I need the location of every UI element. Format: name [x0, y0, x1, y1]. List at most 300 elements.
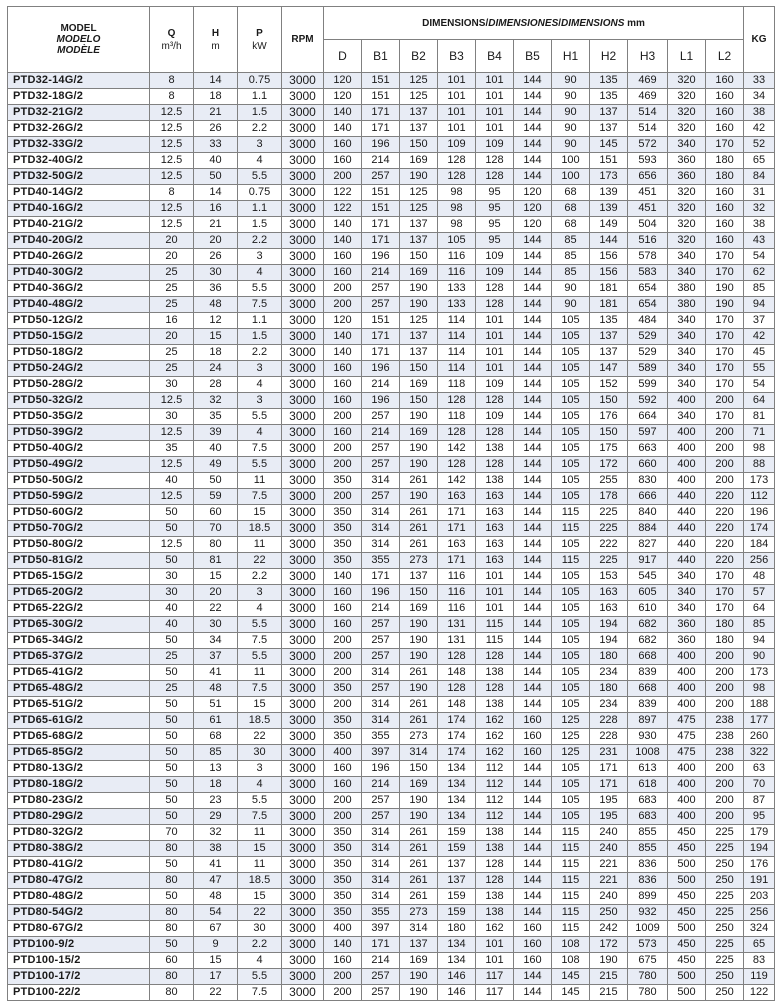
cell-b5: 144	[514, 393, 552, 409]
cell-l2: 160	[706, 121, 744, 137]
cell-h3: 654	[628, 281, 668, 297]
cell-l1: 340	[668, 329, 706, 345]
cell-d: 200	[324, 697, 362, 713]
cell-h3: 836	[628, 857, 668, 873]
cell-b2: 190	[400, 617, 438, 633]
cell-h: 37	[194, 649, 238, 665]
cell-d: 122	[324, 185, 362, 201]
cell-p: 30	[238, 921, 282, 937]
cell-b3: 116	[438, 601, 476, 617]
cell-rpm: 3000	[282, 425, 324, 441]
cell-h3: 597	[628, 425, 668, 441]
cell-p: 11	[238, 825, 282, 841]
cell-b1: 171	[362, 105, 400, 121]
cell-kg: 194	[744, 841, 775, 857]
cell-q: 50	[150, 697, 194, 713]
cell-q: 50	[150, 505, 194, 521]
cell-b5: 144	[514, 265, 552, 281]
cell-h2: 172	[590, 937, 628, 953]
cell-d: 160	[324, 265, 362, 281]
header-dim-h1: H1	[552, 40, 590, 73]
table-row	[8, 633, 775, 649]
cell-q: 50	[150, 745, 194, 761]
header-dim-b3: B3	[438, 40, 476, 73]
cell-kg: 84	[744, 169, 775, 185]
cell-rpm: 3000	[282, 281, 324, 297]
cell-b2: 125	[400, 185, 438, 201]
cell-b1: 314	[362, 841, 400, 857]
cell-h: 23	[194, 793, 238, 809]
cell-p: 30	[238, 745, 282, 761]
cell-b3: 128	[438, 425, 476, 441]
cell-p: 4	[238, 425, 282, 441]
cell-h1: 105	[552, 345, 590, 361]
cell-kg: 32	[744, 201, 775, 217]
cell-h: 80	[194, 537, 238, 553]
header-dimensions-fr: DIMENSIONS	[561, 17, 625, 29]
cell-h1: 115	[552, 841, 590, 857]
cell-b4: 109	[476, 409, 514, 425]
cell-l2: 200	[706, 649, 744, 665]
cell-p: 2.2	[238, 937, 282, 953]
cell-p: 2.2	[238, 569, 282, 585]
header-row-top	[8, 7, 775, 40]
cell-b4: 101	[476, 569, 514, 585]
cell-model: PTD40-26G/2	[8, 249, 150, 265]
cell-h1: 145	[552, 985, 590, 1001]
cell-kg: 57	[744, 585, 775, 601]
cell-model: PTD50-28G/2	[8, 377, 150, 393]
cell-q: 12.5	[150, 217, 194, 233]
cell-q: 50	[150, 553, 194, 569]
cell-h: 48	[194, 681, 238, 697]
cell-q: 50	[150, 761, 194, 777]
cell-b2: 314	[400, 921, 438, 937]
cell-h: 15	[194, 953, 238, 969]
cell-b2: 261	[400, 505, 438, 521]
cell-q: 25	[150, 345, 194, 361]
cell-h: 17	[194, 969, 238, 985]
cell-h3: 664	[628, 409, 668, 425]
cell-h1: 115	[552, 857, 590, 873]
cell-b4: 128	[476, 281, 514, 297]
cell-b1: 257	[362, 633, 400, 649]
cell-p: 3	[238, 585, 282, 601]
header-h-label: H	[211, 27, 220, 39]
cell-h3: 589	[628, 361, 668, 377]
cell-b2: 190	[400, 409, 438, 425]
cell-kg: 322	[744, 745, 775, 761]
cell-d: 400	[324, 745, 362, 761]
cell-h2: 181	[590, 281, 628, 297]
cell-l1: 475	[668, 729, 706, 745]
cell-b1: 196	[362, 585, 400, 601]
cell-rpm: 3000	[282, 393, 324, 409]
cell-h1: 105	[552, 409, 590, 425]
cell-l2: 225	[706, 937, 744, 953]
table-row	[8, 857, 775, 873]
cell-model: PTD65-85G/2	[8, 745, 150, 761]
cell-b4: 101	[476, 121, 514, 137]
cell-b5: 144	[514, 297, 552, 313]
cell-b2: 190	[400, 681, 438, 697]
cell-b3: 159	[438, 841, 476, 857]
cell-l2: 225	[706, 825, 744, 841]
cell-kg: 63	[744, 761, 775, 777]
cell-d: 200	[324, 985, 362, 1001]
table-row	[8, 265, 775, 281]
cell-l2: 238	[706, 745, 744, 761]
cell-l2: 220	[706, 537, 744, 553]
cell-h3: 484	[628, 313, 668, 329]
table-row	[8, 713, 775, 729]
cell-b3: 142	[438, 473, 476, 489]
cell-rpm: 3000	[282, 489, 324, 505]
cell-b5: 160	[514, 921, 552, 937]
cell-kg: 65	[744, 153, 775, 169]
table-row	[8, 601, 775, 617]
cell-kg: 174	[744, 521, 775, 537]
cell-kg: 94	[744, 633, 775, 649]
cell-kg: 184	[744, 537, 775, 553]
cell-h3: 675	[628, 953, 668, 969]
cell-b5: 144	[514, 169, 552, 185]
cell-b4: 101	[476, 937, 514, 953]
cell-b4: 128	[476, 857, 514, 873]
table-row	[8, 281, 775, 297]
cell-b5: 144	[514, 793, 552, 809]
cell-d: 200	[324, 665, 362, 681]
cell-p: 15	[238, 841, 282, 857]
cell-d: 160	[324, 953, 362, 969]
cell-rpm: 3000	[282, 809, 324, 825]
cell-q: 80	[150, 905, 194, 921]
cell-h2: 145	[590, 137, 628, 153]
cell-p: 7.5	[238, 489, 282, 505]
cell-l1: 450	[668, 905, 706, 921]
table-row	[8, 377, 775, 393]
cell-h3: 827	[628, 537, 668, 553]
cell-b4: 163	[476, 521, 514, 537]
table-row	[8, 665, 775, 681]
cell-b2: 190	[400, 985, 438, 1001]
cell-l2: 160	[706, 89, 744, 105]
header-q	[150, 7, 194, 73]
header-dim-d: D	[324, 40, 362, 73]
cell-d: 350	[324, 841, 362, 857]
cell-kg: 119	[744, 969, 775, 985]
cell-rpm: 3000	[282, 233, 324, 249]
cell-h1: 115	[552, 905, 590, 921]
cell-b3: 128	[438, 153, 476, 169]
cell-q: 25	[150, 681, 194, 697]
cell-d: 160	[324, 601, 362, 617]
cell-kg: 64	[744, 601, 775, 617]
cell-l1: 400	[668, 457, 706, 473]
cell-d: 350	[324, 681, 362, 697]
cell-b1: 171	[362, 217, 400, 233]
cell-l1: 500	[668, 969, 706, 985]
cell-h: 26	[194, 121, 238, 137]
cell-l2: 220	[706, 553, 744, 569]
header-dimensions-slash: /	[558, 17, 562, 29]
cell-rpm: 3000	[282, 729, 324, 745]
cell-d: 400	[324, 921, 362, 937]
cell-b2: 150	[400, 137, 438, 153]
table-row	[8, 905, 775, 921]
pump-dimensions-table	[7, 6, 775, 1001]
cell-kg: 203	[744, 889, 775, 905]
cell-d: 350	[324, 505, 362, 521]
cell-h3: 514	[628, 121, 668, 137]
cell-l1: 400	[668, 425, 706, 441]
cell-q: 20	[150, 233, 194, 249]
cell-rpm: 3000	[282, 713, 324, 729]
cell-h1: 105	[552, 489, 590, 505]
cell-rpm: 3000	[282, 697, 324, 713]
cell-h2: 181	[590, 297, 628, 313]
cell-rpm: 3000	[282, 777, 324, 793]
cell-kg: 83	[744, 953, 775, 969]
cell-b4: 109	[476, 265, 514, 281]
cell-b2: 125	[400, 89, 438, 105]
cell-q: 50	[150, 809, 194, 825]
cell-b5: 144	[514, 649, 552, 665]
cell-b2: 169	[400, 953, 438, 969]
cell-h2: 240	[590, 825, 628, 841]
cell-b4: 112	[476, 777, 514, 793]
cell-b4: 95	[476, 217, 514, 233]
table-row	[8, 329, 775, 345]
cell-l1: 450	[668, 953, 706, 969]
table-row	[8, 889, 775, 905]
cell-h: 51	[194, 697, 238, 713]
cell-b2: 261	[400, 841, 438, 857]
cell-h2: 178	[590, 489, 628, 505]
cell-h1: 105	[552, 585, 590, 601]
cell-h1: 68	[552, 201, 590, 217]
cell-rpm: 3000	[282, 793, 324, 809]
cell-l2: 170	[706, 585, 744, 601]
cell-h2: 231	[590, 745, 628, 761]
table-row	[8, 393, 775, 409]
cell-b3: 114	[438, 329, 476, 345]
cell-h: 13	[194, 761, 238, 777]
cell-p: 0.75	[238, 185, 282, 201]
cell-b1: 196	[362, 361, 400, 377]
cell-model: PTD50-60G/2	[8, 505, 150, 521]
table-row	[8, 121, 775, 137]
cell-model: PTD80-41G/2	[8, 857, 150, 873]
cell-b5: 144	[514, 105, 552, 121]
cell-rpm: 3000	[282, 889, 324, 905]
cell-kg: 87	[744, 793, 775, 809]
cell-h3: 618	[628, 777, 668, 793]
cell-b4: 162	[476, 729, 514, 745]
cell-d: 160	[324, 249, 362, 265]
cell-d: 160	[324, 761, 362, 777]
cell-b5: 144	[514, 569, 552, 585]
cell-b5: 144	[514, 473, 552, 489]
cell-q: 50	[150, 889, 194, 905]
cell-d: 350	[324, 889, 362, 905]
cell-l1: 450	[668, 841, 706, 857]
cell-d: 160	[324, 425, 362, 441]
table-row	[8, 249, 775, 265]
cell-d: 200	[324, 969, 362, 985]
cell-b5: 144	[514, 665, 552, 681]
cell-b4: 128	[476, 425, 514, 441]
cell-b2: 261	[400, 889, 438, 905]
cell-b5: 144	[514, 905, 552, 921]
cell-h3: 656	[628, 169, 668, 185]
cell-l2: 190	[706, 297, 744, 313]
cell-b1: 314	[362, 873, 400, 889]
cell-q: 50	[150, 633, 194, 649]
cell-b1: 171	[362, 329, 400, 345]
header-dimensions-es: DIMENSIONES	[488, 17, 559, 29]
cell-h1: 90	[552, 121, 590, 137]
table-row	[8, 425, 775, 441]
cell-rpm: 3000	[282, 441, 324, 457]
table-row	[8, 985, 775, 1001]
cell-h3: 897	[628, 713, 668, 729]
cell-b4: 101	[476, 953, 514, 969]
cell-h1: 105	[552, 601, 590, 617]
cell-model: PTD65-51G/2	[8, 697, 150, 713]
cell-b5: 144	[514, 137, 552, 153]
cell-kg: 173	[744, 665, 775, 681]
cell-h2: 139	[590, 185, 628, 201]
table-row	[8, 185, 775, 201]
cell-l1: 400	[668, 793, 706, 809]
table-row	[8, 217, 775, 233]
cell-kg: 112	[744, 489, 775, 505]
cell-h3: 529	[628, 329, 668, 345]
table-row	[8, 73, 775, 89]
cell-d: 140	[324, 105, 362, 121]
cell-b3: 134	[438, 809, 476, 825]
cell-model: PTD32-18G/2	[8, 89, 150, 105]
cell-b5: 144	[514, 777, 552, 793]
cell-b2: 169	[400, 777, 438, 793]
table-row	[8, 809, 775, 825]
cell-b1: 355	[362, 905, 400, 921]
cell-d: 350	[324, 521, 362, 537]
cell-h3: 839	[628, 665, 668, 681]
cell-p: 3	[238, 393, 282, 409]
cell-p: 4	[238, 777, 282, 793]
cell-l2: 200	[706, 761, 744, 777]
cell-b4: 112	[476, 793, 514, 809]
table-row	[8, 521, 775, 537]
cell-model: PTD50-12G/2	[8, 313, 150, 329]
cell-p: 15	[238, 697, 282, 713]
cell-h: 18	[194, 89, 238, 105]
table-row	[8, 569, 775, 585]
cell-b4: 128	[476, 873, 514, 889]
cell-b3: 98	[438, 201, 476, 217]
cell-b2: 137	[400, 233, 438, 249]
cell-l2: 170	[706, 377, 744, 393]
cell-l2: 170	[706, 313, 744, 329]
cell-b1: 171	[362, 937, 400, 953]
cell-q: 30	[150, 377, 194, 393]
table-row	[8, 585, 775, 601]
cell-b4: 101	[476, 89, 514, 105]
cell-b2: 137	[400, 217, 438, 233]
cell-b1: 397	[362, 921, 400, 937]
cell-model: PTD65-30G/2	[8, 617, 150, 633]
cell-kg: 62	[744, 265, 775, 281]
cell-b2: 261	[400, 873, 438, 889]
cell-l1: 450	[668, 825, 706, 841]
cell-b1: 196	[362, 249, 400, 265]
cell-model: PTD65-61G/2	[8, 713, 150, 729]
cell-l2: 220	[706, 489, 744, 505]
cell-b5: 160	[514, 937, 552, 953]
cell-b2: 137	[400, 329, 438, 345]
header-dim-l1: L1	[668, 40, 706, 73]
cell-q: 30	[150, 569, 194, 585]
cell-b2: 137	[400, 105, 438, 121]
cell-h: 18	[194, 777, 238, 793]
cell-l1: 400	[668, 393, 706, 409]
cell-b5: 144	[514, 329, 552, 345]
cell-b5: 144	[514, 249, 552, 265]
cell-h2: 255	[590, 473, 628, 489]
cell-p: 22	[238, 729, 282, 745]
cell-h: 14	[194, 73, 238, 89]
cell-b3: 146	[438, 985, 476, 1001]
cell-model: PTD32-50G/2	[8, 169, 150, 185]
cell-l1: 400	[668, 441, 706, 457]
cell-model: PTD65-22G/2	[8, 601, 150, 617]
cell-q: 60	[150, 953, 194, 969]
cell-b5: 144	[514, 313, 552, 329]
cell-b5: 144	[514, 889, 552, 905]
cell-b2: 169	[400, 153, 438, 169]
cell-b3: 159	[438, 905, 476, 921]
cell-rpm: 3000	[282, 185, 324, 201]
cell-h2: 250	[590, 905, 628, 921]
header-rpm: RPM	[282, 7, 324, 73]
cell-q: 25	[150, 265, 194, 281]
cell-h1: 90	[552, 89, 590, 105]
cell-l2: 160	[706, 105, 744, 121]
cell-h2: 240	[590, 889, 628, 905]
cell-b3: 131	[438, 617, 476, 633]
cell-b2: 261	[400, 473, 438, 489]
cell-h3: 451	[628, 185, 668, 201]
cell-kg: 71	[744, 425, 775, 441]
cell-p: 15	[238, 505, 282, 521]
cell-d: 350	[324, 473, 362, 489]
cell-h2: 225	[590, 505, 628, 521]
cell-b1: 257	[362, 281, 400, 297]
cell-b2: 273	[400, 905, 438, 921]
cell-kg: 260	[744, 729, 775, 745]
table-row	[8, 761, 775, 777]
cell-b3: 105	[438, 233, 476, 249]
cell-h: 40	[194, 153, 238, 169]
cell-h2: 173	[590, 169, 628, 185]
cell-b2: 150	[400, 761, 438, 777]
cell-h: 41	[194, 665, 238, 681]
cell-h2: 149	[590, 217, 628, 233]
cell-b4: 138	[476, 665, 514, 681]
cell-rpm: 3000	[282, 825, 324, 841]
